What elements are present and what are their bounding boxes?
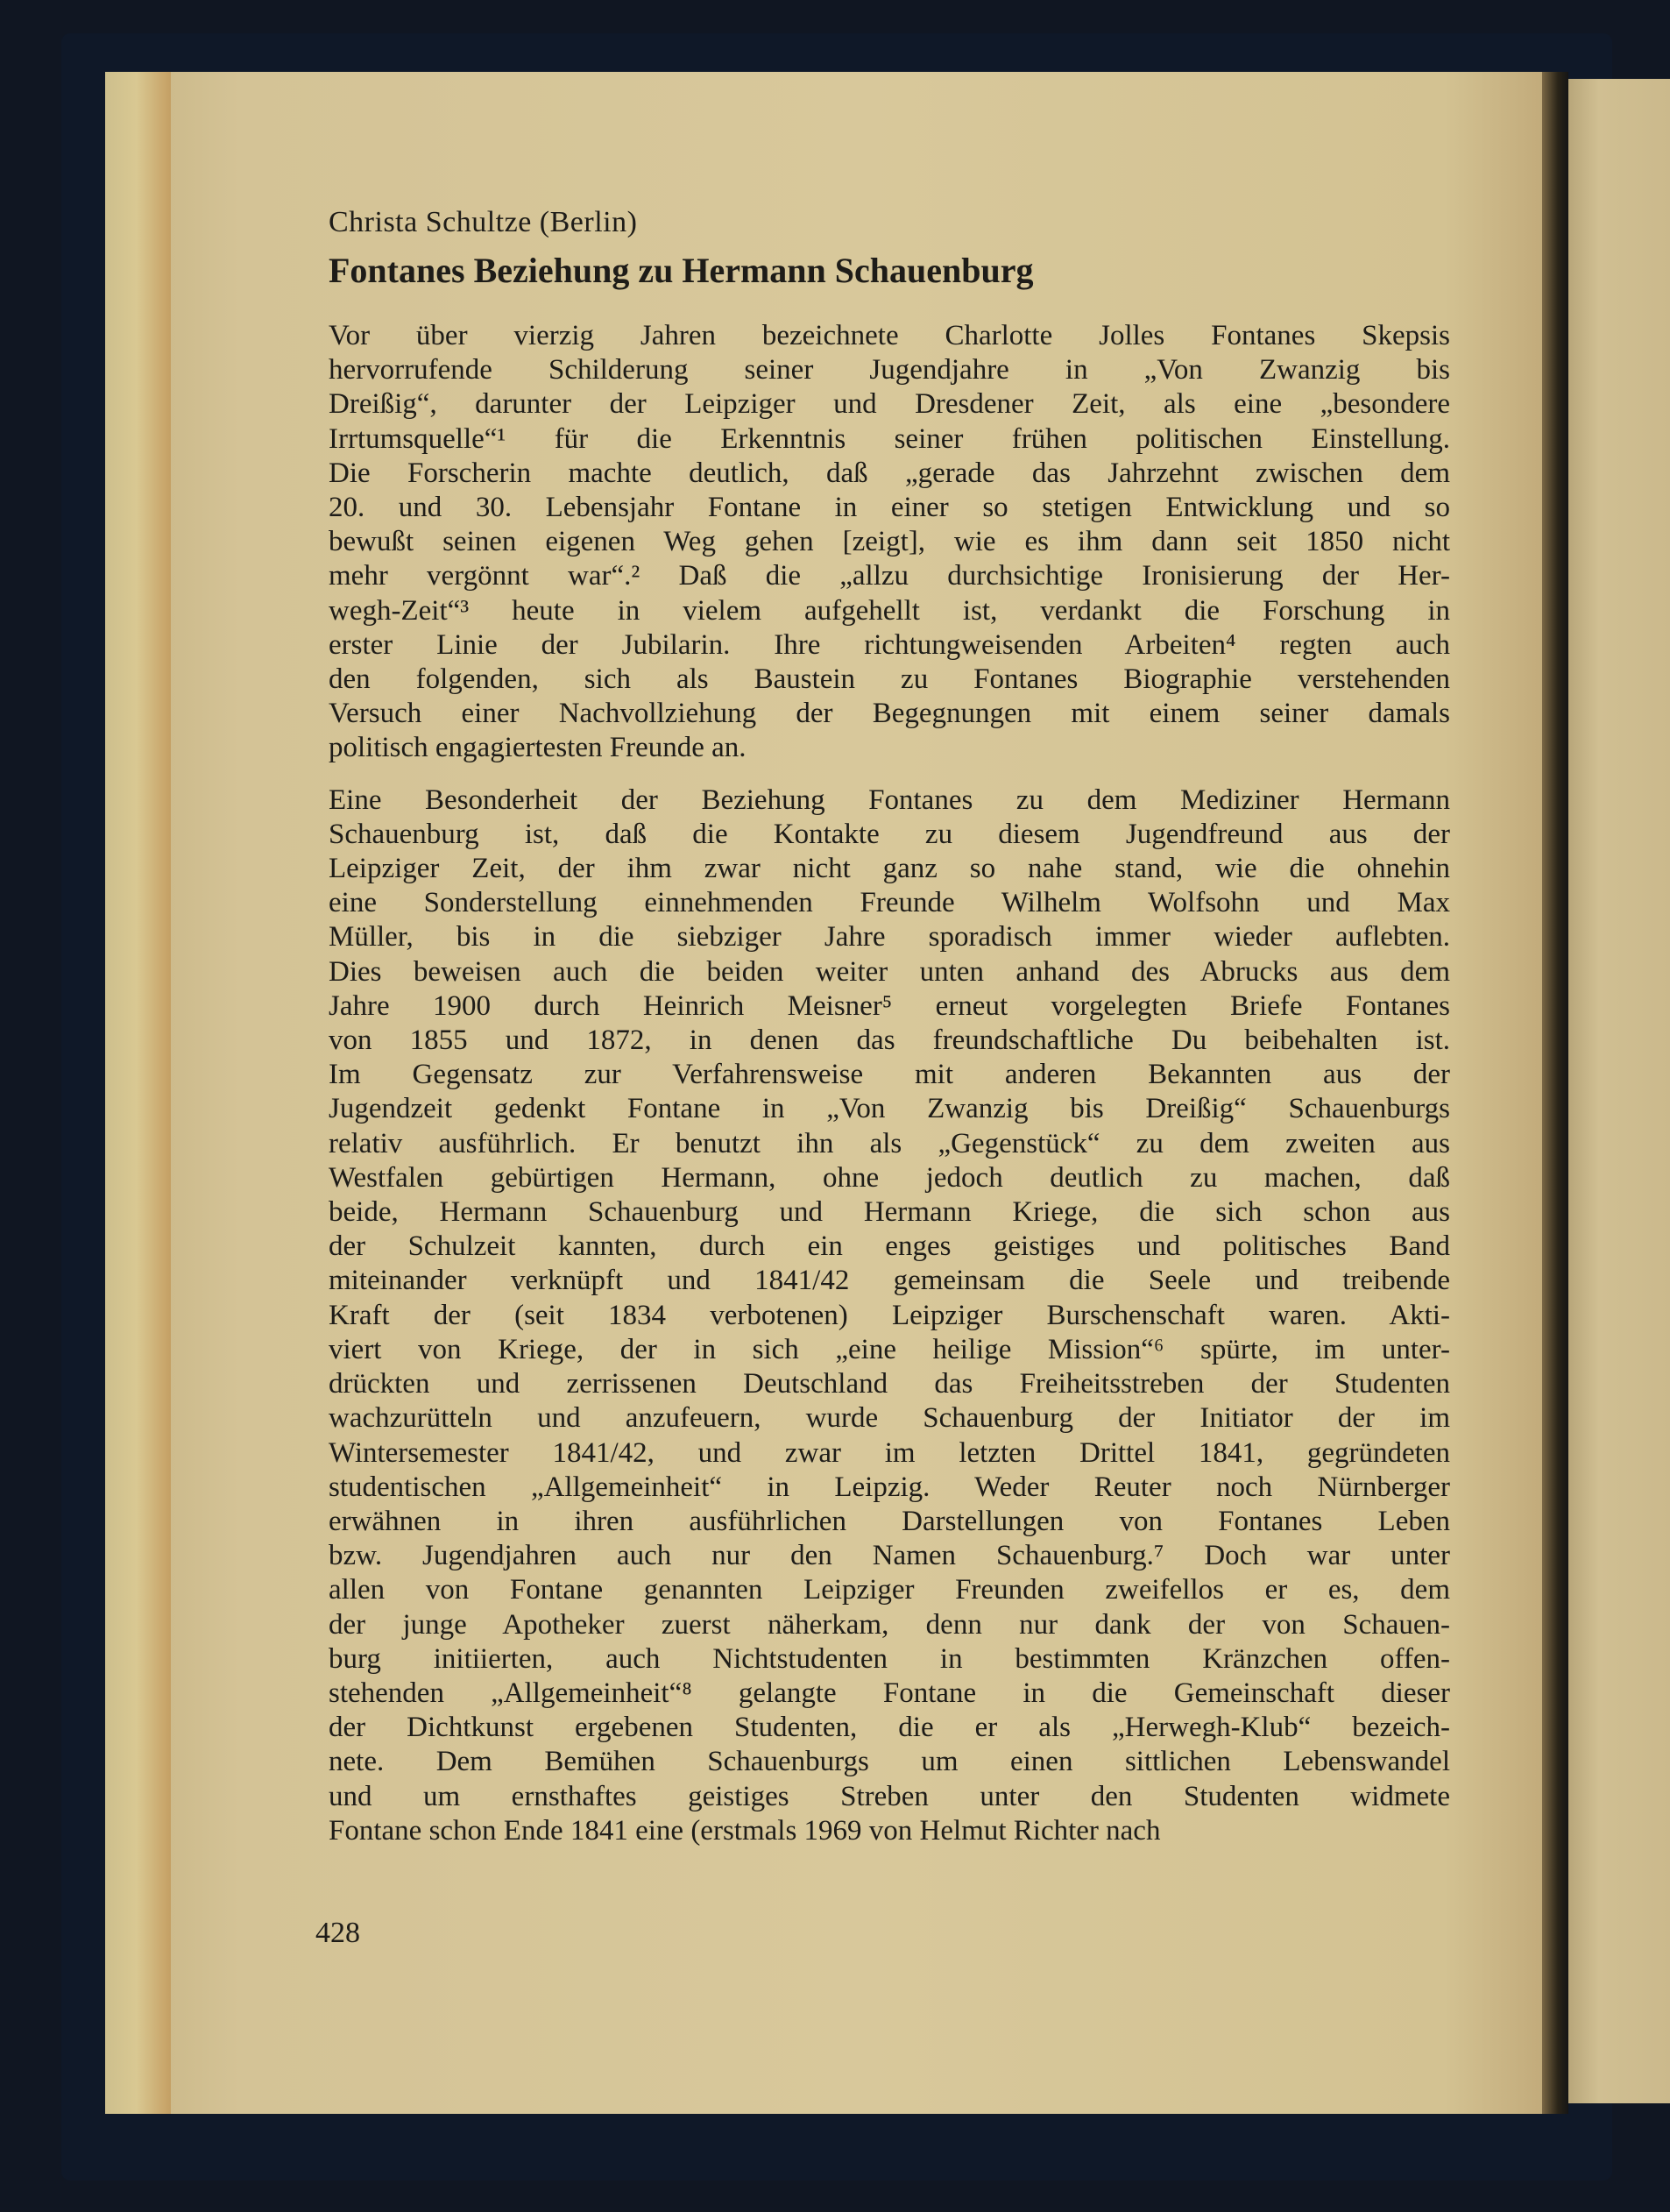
text-line: 20. und 30. Lebensjahr Fontane in einer so stetigen Entwicklung und so [329, 492, 1450, 524]
text-line: Jugendzeit gedenkt Fontane in „Von Zwanzig bis Dreißig“ Schauenburgs [329, 1093, 1450, 1125]
text-line: bewußt seinen eigenen Weg gehen [zeigt], wie es ihm dann seit 1850 nicht [329, 526, 1450, 558]
page-number: 428 [315, 1917, 360, 1949]
text-line: hervorrufende Schilderung seiner Jugendjahre in „Von Zwanzig bis [329, 354, 1450, 386]
text-line: bzw. Jugendjahren auch nur den Namen Schauenburg.⁷ Doch war unter [329, 1540, 1450, 1572]
text-line: erster Linie der Jubilarin. Ihre richtungweisenden Arbeiten⁴ regten auch [329, 628, 1450, 661]
author-line: Christa Schultze (Berlin) [329, 206, 638, 238]
text-line: erwähnen in ihren ausführlichen Darstellungen von Fontanes Leben [329, 1505, 1450, 1537]
text-line: stehenden „Allgemeinheit“⁸ gelangte Fontane in die Gemeinschaft dieser [329, 1677, 1450, 1709]
text-line: und um ernsthaftes geistiges Streben unter den Studenten widmete [329, 1780, 1450, 1812]
text-line: Kraft der (seit 1834 verbotenen) Leipziger Burschenschaft waren. Akti- [329, 1299, 1450, 1331]
text-line: relativ ausführlich. Er benutzt ihn als „Gegenstück“ zu dem zweiten aus [329, 1127, 1450, 1159]
text-line: den folgenden, sich als Baustein zu Fontanes Biographie verstehenden [329, 663, 1450, 696]
facing-page [1568, 79, 1670, 2103]
text-line: Vor über vierzig Jahren bezeichnete Charlotte Jolles Fontanes Skepsis [329, 320, 1450, 351]
text-line: politisch engagiertesten Freunde an. [329, 732, 747, 764]
text-line: der Dichtkunst ergebenen Studenten, die er als „Herwegh-Klub“ bezeich- [329, 1712, 1450, 1744]
text-line: beide, Hermann Schauenburg und Hermann Kriege, die sich schon aus [329, 1196, 1450, 1229]
text-line: Irrtumsquelle“¹ für die Erkenntnis seiner frühen politischen Einstellung. [329, 422, 1450, 455]
article-title: Fontanes Beziehung zu Hermann Schauenburg [329, 251, 1034, 290]
text-line: wegh-Zeit“³ heute in vielem aufgehellt ist, verdankt die Forschung in [329, 594, 1450, 627]
body-text [329, 319, 1450, 1848]
text-line: miteinander verknüpft und 1841/42 gemeinsam die Seele und treibende [329, 1265, 1450, 1297]
page-content [329, 203, 1450, 1848]
text-line: Eine Besonderheit der Beziehung Fontanes zu dem Mediziner Hermann [329, 783, 1450, 816]
text-line: studentischen „Allgemeinheit“ in Leipzig. Weder Reuter noch Nürnberger [329, 1471, 1450, 1503]
text-line: der junge Apotheker zuerst näherkam, denn nur dank der von Schauen- [329, 1608, 1450, 1641]
text-line: Jahre 1900 durch Heinrich Meisner⁵ erneut vorgelegten Briefe Fontanes [329, 989, 1450, 1022]
text-line: Versuch einer Nachvollziehung der Begegnungen mit einem seiner damals [329, 698, 1450, 730]
text-line: Dies beweisen auch die beiden weiter unten anhand des Abrucks aus dem [329, 955, 1450, 988]
text-line: Dreißig“, darunter der Leipziger und Dresdener Zeit, als eine „besondere [329, 388, 1450, 421]
text-line: viert von Kriege, der in sich „eine heilige Mission“⁶ spürte, im unter- [329, 1333, 1450, 1365]
text-line: Wintersemester 1841/42, und zwar im letzten Drittel 1841, gegründeten [329, 1436, 1450, 1469]
text-line: Leipziger Zeit, der ihm zwar nicht ganz so nahe stand, wie die ohnehin [329, 853, 1450, 885]
text-line: allen von Fontane genannten Leipziger Freunden zweifellos er es, dem [329, 1574, 1450, 1606]
text-line: Im Gegensatz zur Verfahrensweise mit anderen Bekannten aus der [329, 1059, 1450, 1091]
text-line: burg initiierten, auch Nichtstudenten in bestimmten Kränzchen offen- [329, 1642, 1450, 1675]
text-line: mehr vergönnt war“.² Daß die „allzu durchsichtige Ironisierung der Her- [329, 560, 1450, 592]
text-line: Westfalen gebürtigen Hermann, ohne jedoch deutlich zu machen, daß [329, 1161, 1450, 1194]
text-line: nete. Dem Bemühen Schauenburgs um einen sittlichen Lebenswandel [329, 1746, 1450, 1778]
text-line: eine Sonderstellung einnehmenden Freunde Wilhelm Wolfsohn und Max [329, 887, 1450, 919]
text-line: Müller, bis in die siebziger Jahre sporadisch immer wieder auflebten. [329, 921, 1450, 954]
text-line: von 1855 und 1872, in denen das freundschaftliche Du beibehalten ist. [329, 1024, 1450, 1057]
text-line: Schauenburg ist, daß die Kontakte zu diesem Jugendfreund aus der [329, 818, 1450, 850]
book-gutter [1542, 72, 1568, 2114]
text-line: Die Forscherin machte deutlich, daß „gerade das Jahrzehnt zwischen dem [329, 457, 1450, 489]
text-line: drückten und zerrissenen Deutschland das Freiheitsstreben der Studenten [329, 1368, 1450, 1400]
text-line: Fontane schon Ende 1841 eine (erstmals 1969 von Helmut Richter nach [329, 1814, 1161, 1847]
text-line: wachzurütteln und anzufeuern, wurde Schauenburg der Initiator der im [329, 1402, 1450, 1435]
paragraph [329, 783, 1450, 1848]
paragraph [329, 319, 1450, 766]
text-line: der Schulzeit kannten, durch ein enges geistiges und politisches Band [329, 1230, 1450, 1263]
